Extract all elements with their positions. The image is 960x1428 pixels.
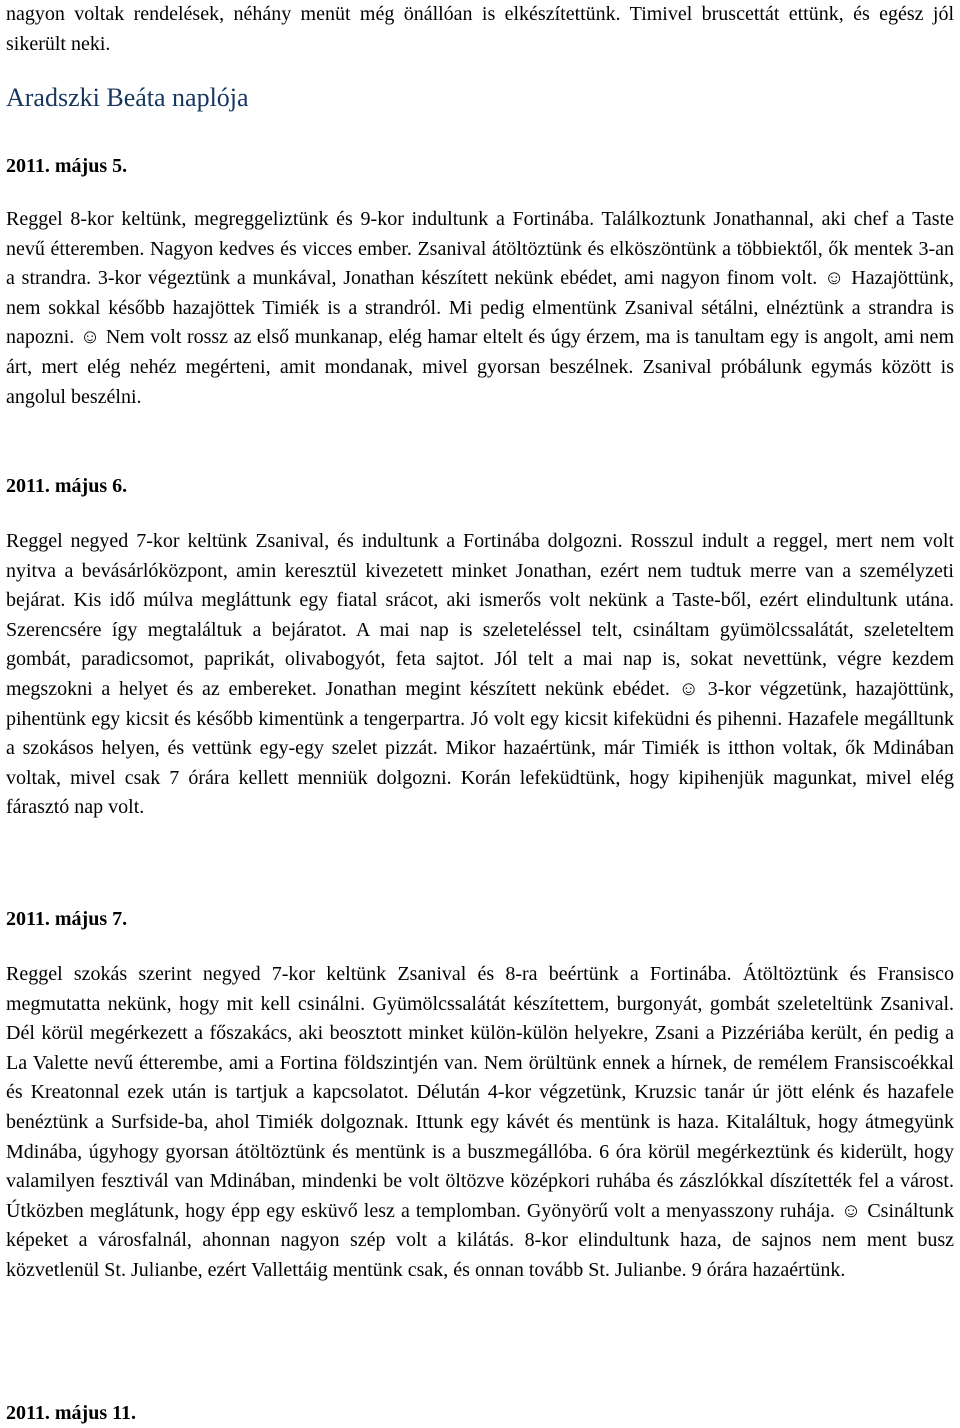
entry-date: 2011. május 11. bbox=[6, 1402, 137, 1424]
intro-paragraph: nagyon voltak rendelések, néhány menüt még önállóan is elkészítettünk. Timivel bruscettát ettünk, és egész jól sikerült neki. bbox=[6, 3, 954, 55]
entry-date: 2011. május 6. bbox=[6, 475, 128, 497]
entry-text: Reggel szokás szerint negyed 7-kor keltünk Zsanival és 8-ra beértünk a Fortinába. Átöltöztünk és Fransisco megmutatta nekünk, hogy mit kell csinálni. Gyümölcssalátát készítettem, burgonyát, gombát szeleteltünk Zsanival. Dél körül megérkezett a főszakács, aki beosztott minket külön-külön helyekre, Zsani a Pizzériába került, én pedig a La Valette nevű étterembe, ami a Fortina földszintjén van. Nem örültünk ennek a hírnek, de remélem Fransiscoékkal és Kreatonnal ezek után is tartjuk a kapcsolatot. Délután 4-kor végzetünk, Kruzsic tanár úr jött elénk és hazafele benéztünk a Surfside-ba, ahol Timiék dolgoznak. Ittunk egy kávét és mentünk is haza. Kitaláltuk, hogy átmegyünk Mdinába, úgyhogy gyorsan átöltöztünk és mentünk is a buszmegállóba. 6 óra körül megérkeztünk és kiderült, hogy valamilyen fesztivál van Mdinában, mindenki be volt öltözve középkori ruhába és zászlókkal díszítették fel a várost. Útközben meglátunk, hogy épp egy esküvő lesz a templomban. Gyönyörű volt a menyasszony ruhája. ☺ Csináltunk képeket a városfalnál, ahonnan nagyon szép volt a kilátás. 8-kor elindultunk haza, de sajnos nem ment busz közvetlenül St. Julianbe, ezért Vallettáig mentünk csak, és onnan tovább St. Julianbe. 9 órára hazaértünk. bbox=[6, 963, 954, 1281]
entry-text: Reggel 8-kor keltünk, megreggeliztünk és 9-kor indultunk a Fortinába. Találkoztunk Jonathannal, aki chef a Taste nevű étteremben. Nagyon kedves és vicces ember. Zsanival átöltöztünk és elköszöntünk a többiektől, ők mentek 3-an a strandra. 3-kor végeztünk a munkával, Jonathan készített nekünk ebédet, ami nagyon finom volt. ☺ Hazajöttünk, nem sokkal később hazajöttek Timiék is a strandról. Mi pedig elmentünk Zsanival sétálni, elnéztünk a strandra is napozni. ☺ Nem volt rossz az első munkanap, elég hamar eltelt és úgy érzem, ma is tanultam egy is angolt, ami nem árt, mert elég nehéz megérteni, amit mondanak, mivel gyorsan beszélnek. Zsanival próbálunk egymás között is angolul beszélni. bbox=[6, 208, 954, 408]
entry-date: 2011. május 5. bbox=[6, 155, 128, 177]
diary-title: Aradszki Beáta naplója bbox=[6, 83, 249, 112]
entry-text: Reggel negyed 7-kor keltünk Zsanival, és indultunk a Fortinába dolgozni. Rosszul indult a reggel, mert nem volt nyitva a bevásárlóközpont, amin keresztül kivezetett minket Jonathan, ezért nem tudtuk merre van a személyzeti bejárat. Kis idő múlva megláttunk egy fiatal srácot, aki ismerős volt nekünk a Taste-ből, ezért elindultunk utána. Szerencsére így megtaláltuk a bejáratot. A mai nap is szeleteléssel telt, csináltam gyümölcssalátát, szeleteltem gombát, paradicsomot, paprikát, olivabogyót, feta sajtot. Jól telt a mai nap is, sokat nevettünk, végre kezdem megszokni a helyet és az embereket. Jonathan megint készített nekünk ebédet. ☺ 3-kor végzetünk, hazajöttünk, pihentünk egy kicsit és később kimentünk a tengerpartra. Jó volt egy kicsit kifeküdni és pihenni. Hazafele megálltunk a szokásos helyen, és vettünk egy-egy szelet pizzát. Mikor hazaértünk, már Timiék is itthon voltak, ők Mdinában voltak, mivel csak 7 órára kellett menniük dolgozni. Korán lefeküdtünk, hogy kipihenjük magunkat, mivel elég fárasztó nap volt. bbox=[6, 530, 954, 819]
entry-date: 2011. május 7. bbox=[6, 908, 128, 930]
